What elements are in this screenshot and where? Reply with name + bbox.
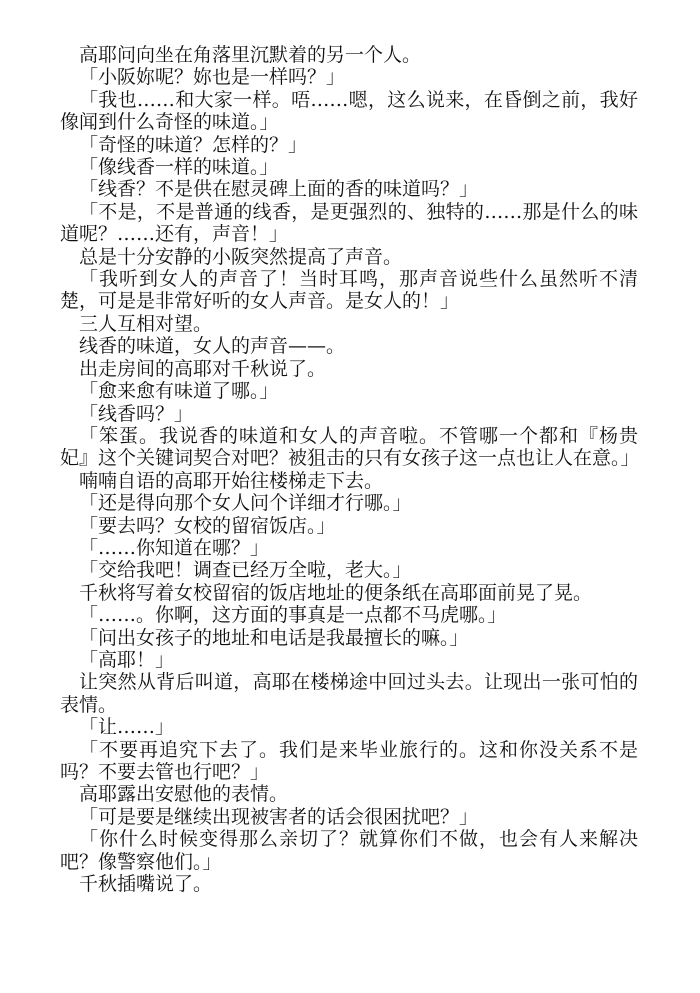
paragraph: 「我也……和大家一样。唔……嗯，这么说来，在昏倒之前，我好像闻到什么奇怪的味道。」 (60, 88, 638, 134)
paragraph: 千秋插嘴说了。 (79, 873, 213, 896)
paragraph: 「不是，不是普通的线香，是更强烈的、独特的……那是什么的味道呢？……还有，声音！」 (60, 200, 638, 246)
paragraph: 「线香？不是供在慰灵碑上面的香的味道吗？」 (79, 178, 479, 201)
paragraph: 「小阪妳呢？妳也是一样吗？」 (79, 66, 346, 89)
paragraph: 「问出女孩子的地址和电话是我最擅长的嘛。」 (79, 626, 469, 649)
paragraph: 「……你知道在哪？」 (79, 536, 270, 559)
paragraph: 「你什么时候变得那么亲切了？就算你们不做，也会有人来解决吧？像警察他们。」 (60, 828, 638, 873)
paragraph: 喃喃自语的高耶开始往楼梯走下去。 (79, 469, 384, 492)
paragraph: 「愈来愈有味道了哪。」 (79, 380, 279, 403)
paragraph: 「让……」 (79, 716, 175, 739)
paragraph: 「可是要是继续出现被害者的话会很困扰吧？」 (79, 805, 479, 828)
paragraph: 「还是得向那个女人问个详细才行哪。」 (79, 492, 412, 515)
paragraph: 高耶露出安慰他的表情。 (79, 783, 289, 806)
paragraph: 「要去吗？女校的留宿饭店。」 (79, 514, 336, 537)
paragraph: 千秋将写着女校留宿的饭店地址的便条纸在高耶面前晃了晃。 (79, 581, 593, 604)
paragraph: 「像线香一样的味道。」 (79, 156, 279, 179)
paragraph: 让突然从背后叫道，高耶在楼梯途中回过头去。让现出一张可怕的表情。 (60, 671, 638, 716)
paragraph: 三人互相对望。 (79, 312, 213, 335)
paragraph: 「我听到女人的声音了！当时耳鸣，那声音说些什么虽然听不清楚，可是是非常好听的女人声音。是女人的！」 (60, 268, 638, 313)
paragraph: 出走房间的高耶对千秋说了。 (79, 357, 327, 380)
paragraph: 高耶问向坐在角落里沉默着的另一个人。 (79, 44, 422, 66)
paragraph: 「奇怪的味道？怎样的？」 (79, 133, 308, 156)
paragraph: 总是十分安静的小阪突然提高了声音。 (79, 245, 403, 268)
paragraph: 「线香吗？」 (79, 402, 194, 425)
paragraph: 「笨蛋。我说香的味道和女人的声音啦。不管哪一个都和『杨贵妃』这个关键词契合对吧？被狙击的只有女孩子这一点也让人在意。」 (60, 424, 640, 470)
paragraph: 「高耶！」 (79, 648, 175, 671)
paragraph: 线香的味道，女人的声音——。 (79, 335, 346, 358)
paragraph: 「不要再追究下去了。我们是来毕业旅行的。这和你没关系不是吗？不要去管也行吧？」 (60, 738, 638, 783)
paragraph: 「……。你啊，这方面的事真是一点都不马虎哪。」 (79, 604, 507, 627)
paragraph: 「交给我吧！调查已经万全啦，老大。」 (79, 559, 412, 582)
